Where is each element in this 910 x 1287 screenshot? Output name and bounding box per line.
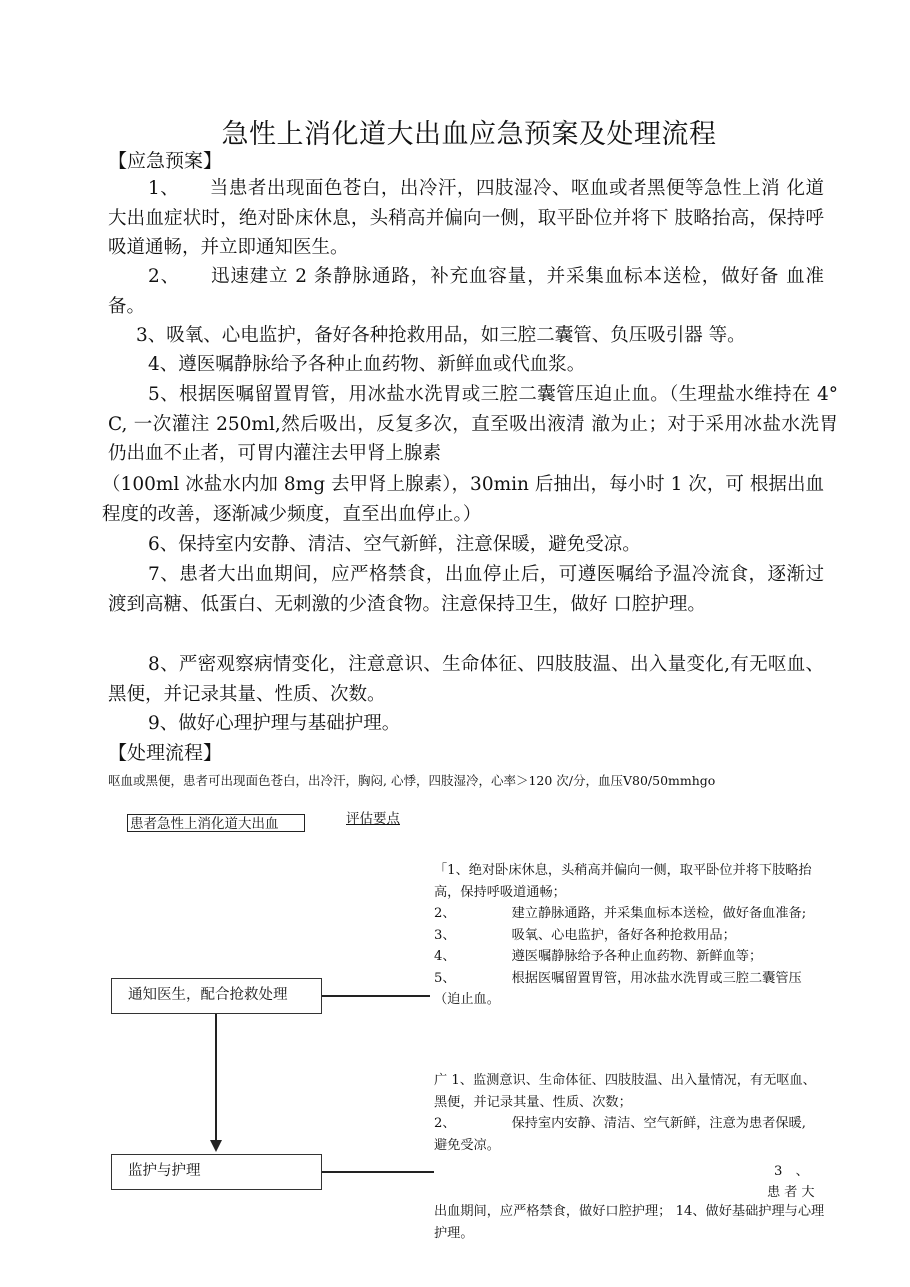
rescue-notes <box>434 860 820 1011</box>
rescue-note-3-text: 吸氧、心电监护，备好各种抢救用品； <box>511 927 736 943</box>
rescue-note-5-num: 5、 <box>434 970 456 986</box>
plan-item-9 <box>108 709 824 739</box>
monitoring-note-2-num: 2、 <box>434 1116 456 1131</box>
plan-item-6 <box>108 530 824 560</box>
plan-item-2-num: 2、 <box>148 266 181 287</box>
rescue-note-3 <box>434 925 820 947</box>
monitoring-note-1: 广 1、监测意识、生命体征、四肢肢温、出入量情况，有无呕血、黑便，并记录其量、性质、次数； <box>434 1073 816 1110</box>
flow-start-box: 患者急性上消化道大出血 <box>127 814 305 832</box>
rescue-note-5-text: 根据医嘱留置胃管，用冰盐水洗胃或三腔二囊管压 （迫止血。 <box>434 970 802 1007</box>
plan-item-1-text: 当患者出现面色苍白，出冷汗，四肢湿冷、呕血或者黑便等急性上消 化道大出血症状时，绝对卧床休息，头稍高并偏向一侧，取平卧位并将下 肢略抬高，保持呼吸道通畅，并立即通知医生。 <box>108 178 824 258</box>
rescue-note-5 <box>434 968 820 1011</box>
monitoring-note-3-num: 3 、 <box>774 1164 809 1179</box>
flow-box-notify-doctor: 通知医生，配合抢救处理 <box>111 978 322 1014</box>
plan-item-9-text: 9、做好心理护理与基础护理。 <box>148 713 401 734</box>
rescue-note-4-text: 遵医嘱静脉给予各种止血药物、新鲜血等； <box>511 949 763 964</box>
flow-connector-notes-1 <box>322 995 430 997</box>
evaluation-label: 评估要点 <box>346 811 400 827</box>
rescue-note-1: 「1、绝对卧床休息，头稍高并偏向一侧，取平卧位并将下肢略抬高，保持呼吸道通畅； <box>434 863 812 900</box>
plan-item-4 <box>108 350 824 380</box>
rescue-note-2-num: 2、 <box>434 906 456 921</box>
symptom-summary: 呕血或黑便，患者可出现面色苍白，出冷汗，胸闷, 心悸，四肢湿冷，心率＞120 次/分，血压Ⅴ80/50mmhgo <box>108 773 716 788</box>
plan-item-7-text: 7、患者大出血期间，应严格禁食，出血停止后，可遵医嘱给予温冷流食，逐渐过渡到高糖、低蛋白、无刺激的少渣食物。注意保持卫生，做好 口腔护理。 <box>108 564 824 615</box>
plan-item-2 <box>108 262 824 321</box>
plan-item-7 <box>108 560 824 619</box>
monitoring-note-3-text: 出血期间，应严格禁食，做好口腔护理； 14、做好基础护理与心理护理。 <box>434 1204 825 1241</box>
flow-box-monitoring: 监护与护理 <box>111 1154 322 1190</box>
plan-item-6-text: 6、保持室内安静、清洁、空气新鲜，注意保暖，避免受凉。 <box>148 534 641 555</box>
rescue-note-3-num: 3、 <box>434 927 456 943</box>
plan-item-8 <box>108 650 824 709</box>
monitoring-note-2 <box>434 1113 820 1156</box>
section-heading-process: 【处理流程】 <box>108 742 223 764</box>
flow-connector-notes-2 <box>322 1171 434 1173</box>
monitoring-notes <box>434 1070 820 1156</box>
plan-item-1 <box>108 174 824 263</box>
rescue-note-2 <box>434 903 820 925</box>
plan-item-2-text: 迅速建立 2 条静脉通路，补充血容量，并采集血标本送检，做好备 血准备。 <box>108 266 824 317</box>
monitoring-note-3-lead: 患者大 <box>767 1185 819 1200</box>
flow-connector-vertical <box>215 1014 217 1142</box>
monitoring-note-2-text: 保持室内安静、清洁、空气新鲜，注意为患者保暖, 避免受凉。 <box>434 1116 806 1153</box>
plan-item-5 <box>108 380 838 469</box>
flow-arrow-down-icon <box>210 1140 222 1152</box>
plan-item-5-text: 5、根据医嘱留置胃管，用冰盐水洗胃或三腔二囊管压迫止血。（生理盐水维持在 4° C, 一次灌注 250ml,然后吸出，反复多次，直至吸出液清 澈为止；对于采用冰盐水洗胃仍出血不止者，可胃内灌注去甲肾上腺素 <box>108 384 838 464</box>
plan-item-1-num: 1、 <box>148 178 180 199</box>
rescue-note-4-num: 4、 <box>434 949 456 964</box>
plan-item-3: 3、吸氧、心电监护，备好各种抢救用品，如三腔二囊管、负压吸引器 等。 <box>136 325 746 346</box>
rescue-note-2-text: 建立静脉通路，并采集血标本送检，做好备血准备; <box>511 906 807 921</box>
plan-item-8-text: 8、严密观察病情变化，注意意识、生命体征、四肢肢温、出入量变化,有无呕血、黑便，并记录其量、性质、次数。 <box>108 654 824 705</box>
rescue-note-4 <box>434 946 820 968</box>
plan-item-4-text: 4、遵医嘱静脉给予各种止血药物、新鲜血或代血浆。 <box>148 354 586 375</box>
plan-item-5-cont: （100ml 冰盐水内加 8mg 去甲肾上腺素），30min 后抽出，每小时 1 次，可 根据出血程度的改善，逐渐减少频度，直至出血停止。） <box>102 474 824 525</box>
page-title: 急性上消化道大出血应急预案及处理流程 <box>221 119 717 150</box>
section-heading-plan: 【应急预案】 <box>108 150 223 172</box>
